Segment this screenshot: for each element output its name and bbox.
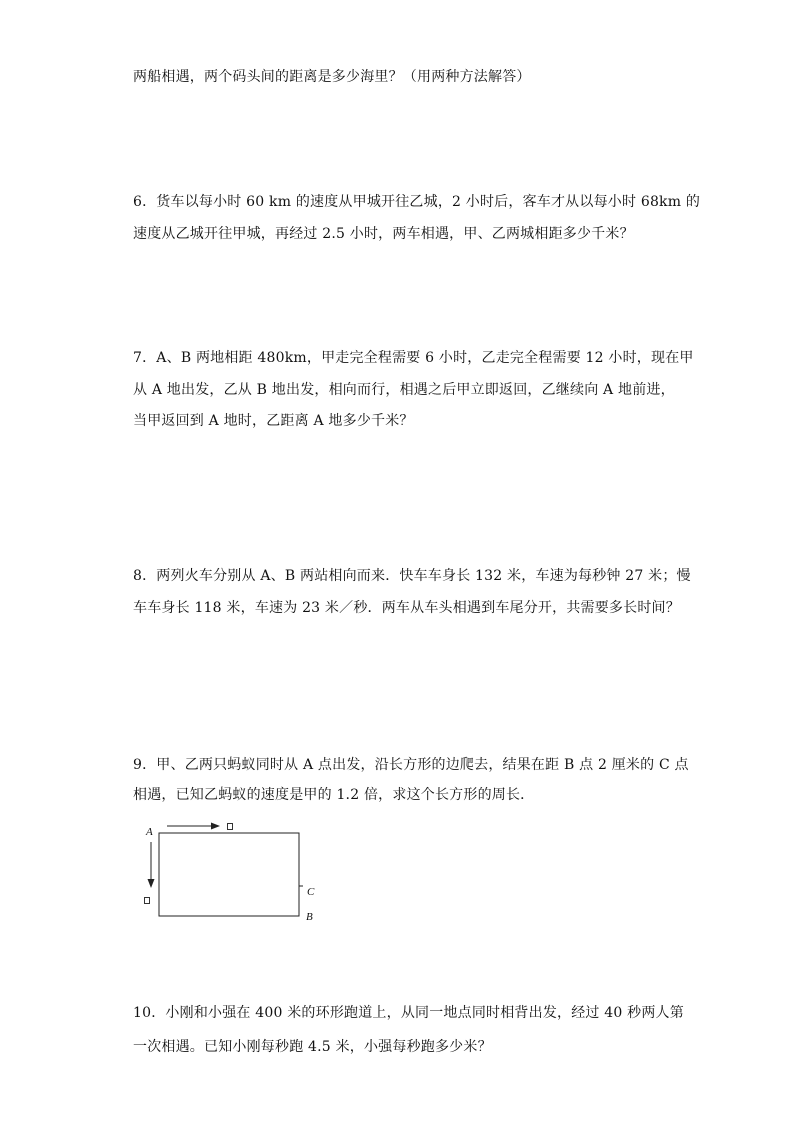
question-9-line-1: 9．甲、乙两只蚂蚁同时从 A 点出发，沿长方形的边爬去，结果在距 B 点 2 厘米的 C 点 [133,757,689,773]
question-10-line-1: 10．小刚和小强在 400 米的环形跑道上，从同一地点同时相背出发，经过 40 秒两人第 [133,1005,684,1021]
label-c: C [307,886,315,898]
rectangle-diagram [140,820,340,930]
arrow-down-head [148,879,155,888]
ant-yi-placeholder-icon [144,897,150,904]
arrow-right-head [211,823,220,830]
question-8-line-1: 8．两列火车分别从 A、B 两站相向而来．快车车身长 132 米，车速为每秒钟 27 米；慢 [133,568,691,584]
label-b: B [306,911,313,923]
question-10-line-2: 一次相遇。已知小刚每秒跑 4.5 米，小强每秒跑多少米？ [133,1039,492,1055]
label-a: A [146,826,153,838]
rectangle-outline [159,833,299,916]
intro-text: 两船相遇，两个码头间的距离是多少海里？（用两种方法解答） [133,69,531,85]
question-7-line-3: 当甲返回到 A 地时，乙距离 A 地多少千米？ [133,413,414,429]
question-6-line-1: 6．货车以每小时 60 km 的速度从甲城开往乙城，2 小时后，客车才从以每小时 68km 的 [133,194,701,210]
question-7-line-1: 7．A、B 两地相距 480km，甲走完全程需要 6 小时，乙走完全程需要 12 小时，现在甲 [133,350,694,366]
question-8-line-2: 车车身长 118 米，车速为 23 米／秒．两车从车头相遇到车尾分开，共需要多长时间？ [133,600,680,616]
question-7-line-2: 从 A 地出发，乙从 B 地出发，相向而行，相遇之后甲立即返回，乙继续向 A 地前进， [133,382,675,398]
question-9-line-2: 相遇，已知乙蚂蚁的速度是甲的 1.2 倍，求这个长方形的周长． [133,787,535,803]
ant-jia-placeholder-icon [227,823,233,830]
question-6-line-2: 速度从乙城开往甲城，再经过 2.5 小时，两车相遇，甲、乙两城相距多少千米？ [133,226,634,242]
